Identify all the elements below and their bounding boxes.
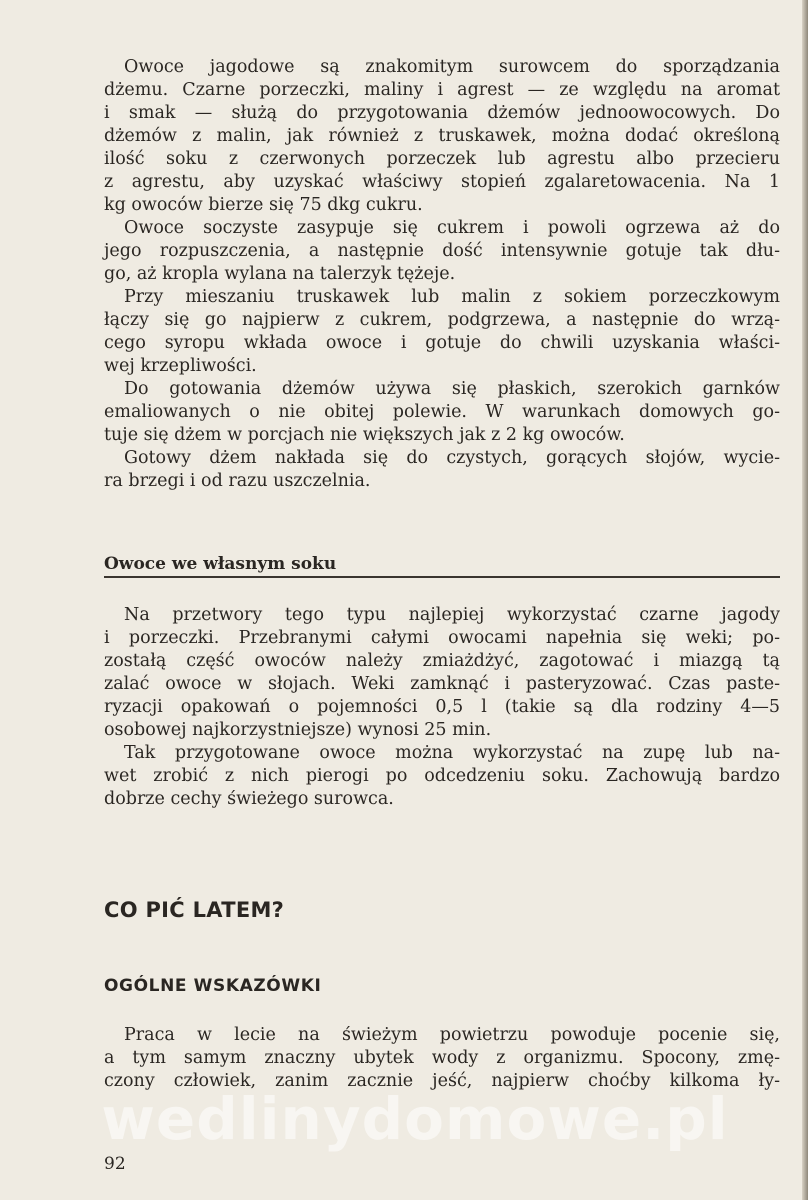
paragraph-ogolne-wskazowki bbox=[104, 1024, 780, 1093]
text-line: wej krzepliwości. bbox=[104, 356, 257, 376]
text-line: czony człowiek, zanim zacznie jeść, najpierw choćby kilkoma ły- bbox=[104, 1071, 780, 1091]
text-line: i smak — służą do przygotowania dżemów jednoowocowych. Do bbox=[104, 103, 780, 123]
text-line: jego rozpuszczenia, a następnie dość intensywnie gotuje tak dłu- bbox=[104, 241, 780, 261]
chapter-title: CO PIĆ LATEM? bbox=[104, 898, 285, 922]
text-line: dobrze cechy świeżego surowca. bbox=[104, 789, 394, 809]
text-line: Praca w lecie na świeżym powietrzu powoduje pocenie się, bbox=[124, 1025, 780, 1045]
text-line: dżemów z malin, jak również z truskawek, można dodać określoną bbox=[104, 126, 780, 146]
heading-underline bbox=[104, 576, 780, 578]
text-line: łączy się go najpierw z cukrem, podgrzewa, a następnie do wrzą- bbox=[104, 310, 780, 330]
text-line: osobowej najkorzystniejsze) wynosi 25 min. bbox=[104, 720, 492, 740]
text-line: i porzeczki. Przebranymi całymi owocami napełnia się weki; po- bbox=[104, 628, 780, 648]
paragraph-owoce-we-wlasnym-soku bbox=[104, 604, 780, 811]
text-line: Gotowy dżem nakłada się do czystych, gorących słojów, wycie- bbox=[124, 448, 780, 468]
text-line: tuje się dżem w porcjach nie większych jak z 2 kg owoców. bbox=[104, 425, 625, 445]
text-line: Owoce soczyste zasypuje się cukrem i powoli ogrzewa aż do bbox=[124, 218, 780, 238]
text-line: Na przetwory tego typu najlepiej wykorzystać czarne jagody bbox=[124, 605, 780, 625]
page-number: 92 bbox=[104, 1154, 126, 1174]
text-line: z agrestu, aby uzyskać właściwy stopień zgalaretowacenia. Na 1 bbox=[104, 172, 780, 192]
section-heading-ogolne-wskazowki: OGÓLNE WSKAZÓWKI bbox=[104, 976, 322, 996]
text-line: ryzacji opakowań o pojemności 0,5 l (takie są dla rodziny 4—5 bbox=[104, 697, 780, 717]
text-line: cego syropu wkłada owoce i gotuje do chwili uzyskania właści- bbox=[104, 333, 780, 353]
text-line: ra brzegi i od razu uszczelnia. bbox=[104, 471, 371, 491]
paragraph-dzemy bbox=[104, 56, 780, 493]
text-line: a tym samym znaczny ubytek wody z organizmu. Spocony, zmę- bbox=[104, 1048, 780, 1068]
text-line: dżemu. Czarne porzeczki, maliny i agrest — ze względu na aromat bbox=[104, 80, 780, 100]
text-line: kg owoców bierze się 75 dkg cukru. bbox=[104, 195, 423, 215]
text-line: zostałą część owoców należy zmiażdżyć, zagotować i miazgą tą bbox=[104, 651, 780, 671]
text-line: emaliowanych o nie obitej polewie. W warunkach domowych go- bbox=[104, 402, 780, 422]
text-line: go, aż kropla wylana na talerzyk tężeje. bbox=[104, 264, 456, 284]
text-line: wet zrobić z nich pierogi po odcedzeniu soku. Zachowują bardzo bbox=[104, 766, 780, 786]
text-line: Owoce jagodowe są znakomitym surowcem do sporządzania bbox=[124, 57, 780, 77]
page-edge-shadow bbox=[802, 0, 808, 1200]
text-line: Do gotowania dżemów używa się płaskich, szerokich garnków bbox=[124, 379, 780, 399]
text-line: Tak przygotowane owoce można wykorzystać na zupę lub na- bbox=[124, 743, 780, 763]
text-line: Przy mieszaniu truskawek lub malin z sokiem porzeczkowym bbox=[124, 287, 780, 307]
watermark: wedlinydomowe.pl bbox=[101, 1085, 729, 1153]
text-line: zalać owoce w słojach. Weki zamknąć i pasteryzować. Czas paste- bbox=[104, 674, 780, 694]
section-heading-owoce-we-wlasnym-soku: Owoce we własnym soku bbox=[104, 554, 337, 574]
text-line: ilość soku z czerwonych porzeczek lub agrestu albo przecieru bbox=[104, 149, 780, 169]
